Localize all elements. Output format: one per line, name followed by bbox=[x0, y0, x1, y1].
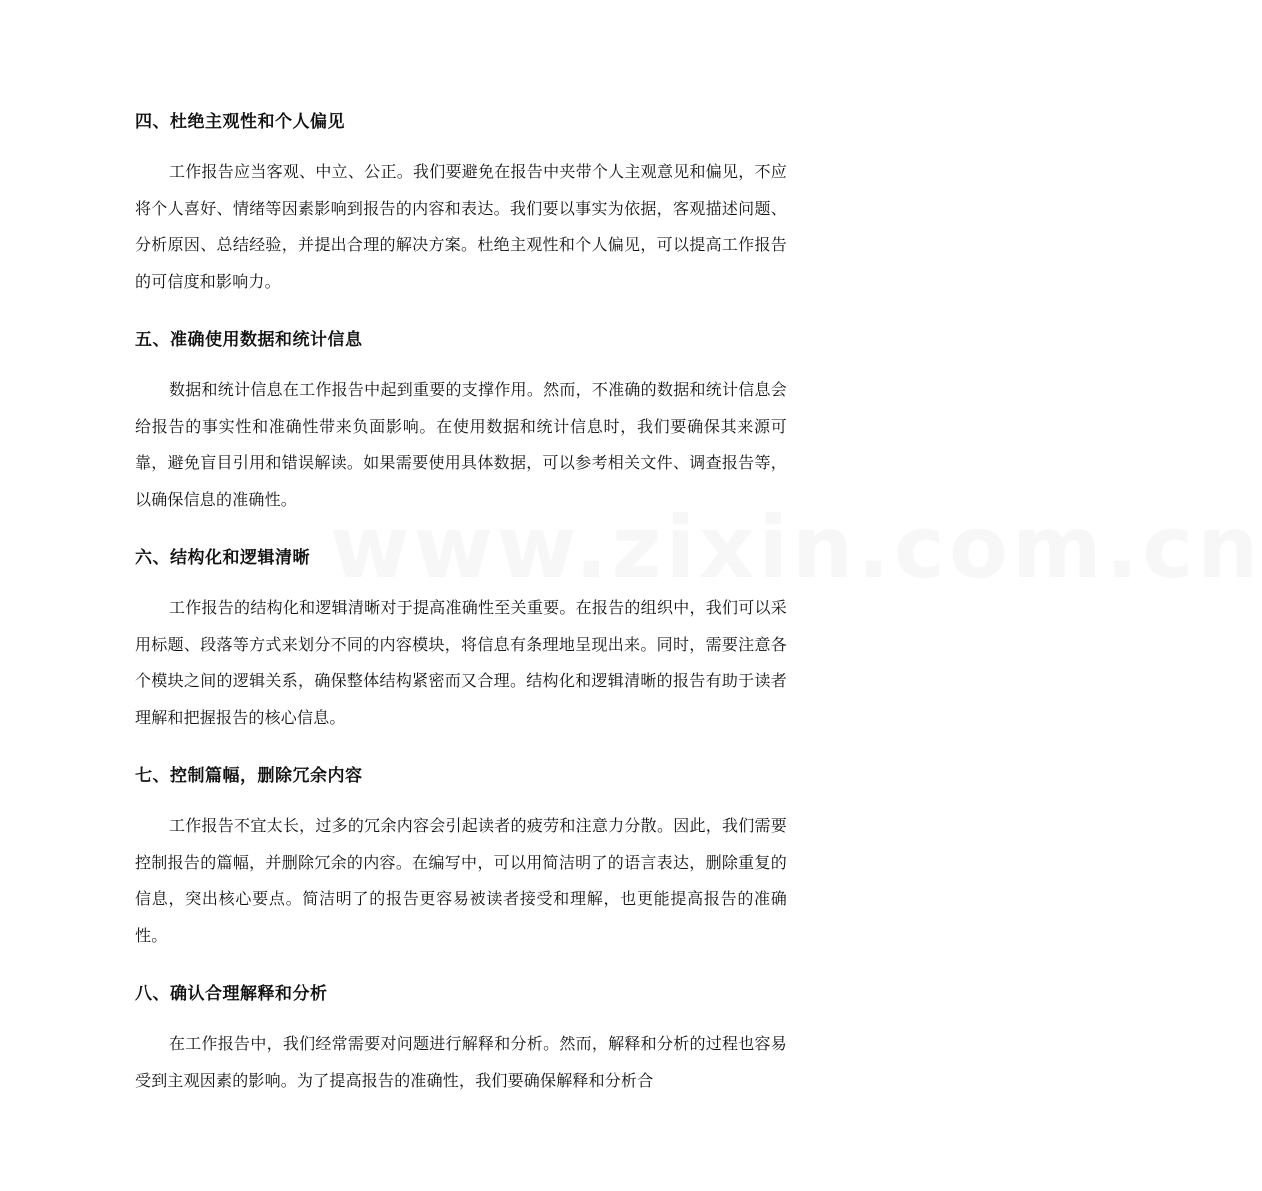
section-body-8: 在工作报告中，我们经常需要对问题进行解释和分析。然而，解释和分析的过程也容易受到主观因素的影响。为了提高报告的准确性，我们要确保解释和分析合 bbox=[135, 1034, 787, 1090]
section-body-6: 工作报告的结构化和逻辑清晰对于提高准确性至关重要。在报告的组织中，我们可以采用标题、段落等方式来划分不同的内容模块，将信息有条理地呈现出来。同时，需要注意各个模块之间的逻辑关系，确保整体结构紧密而又合理。结构化和逻辑清晰的报告有助于读者理解和把握报告的核心信息。 bbox=[135, 598, 787, 727]
document-content bbox=[135, 104, 787, 1121]
section-title-5: 五、准确使用数据和统计信息 bbox=[135, 330, 363, 350]
section-title-8: 八、确认合理解释和分析 bbox=[135, 984, 328, 1004]
watermark: www.zixin.com.cn bbox=[330, 498, 1262, 598]
section-title-7: 七、控制篇幅，删除冗余内容 bbox=[135, 766, 363, 786]
section-body-7: 工作报告不宜太长，过多的冗余内容会引起读者的疲劳和注意力分散。因此，我们需要控制报告的篇幅，并删除冗余的内容。在编写中，可以用简洁明了的语言表达，删除重复的信息，突出核心要点。简洁明了的报告更容易被读者接受和理解，也更能提高报告的准确性。 bbox=[135, 816, 787, 945]
section-title-6: 六、结构化和逻辑清晰 bbox=[135, 548, 310, 568]
section-body-5: 数据和统计信息在工作报告中起到重要的支撑作用。然而，不准确的数据和统计信息会给报告的事实性和准确性带来负面影响。在使用数据和统计信息时，我们要确保其来源可靠，避免盲目引用和错误解读。如果需要使用具体数据，可以参考相关文件、调查报告等，以确保信息的准确性。 bbox=[135, 380, 787, 509]
section-title-4: 四、杜绝主观性和个人偏见 bbox=[135, 112, 345, 132]
section-body-4: 工作报告应当客观、中立、公正。我们要避免在报告中夹带个人主观意见和偏见，不应将个人喜好、情绪等因素影响到报告的内容和表达。我们要以事实为依据，客观描述问题、分析原因、总结经验，并提出合理的解决方案。杜绝主观性和个人偏见，可以提高工作报告的可信度和影响力。 bbox=[135, 162, 787, 291]
